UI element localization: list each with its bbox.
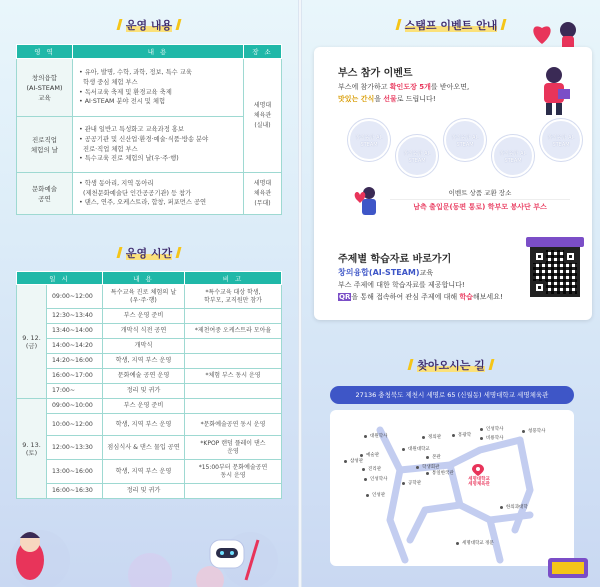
stamp-slot: 창의융합 AI-STEAM <box>396 135 438 177</box>
program-cell: 학생, 지역 부스 운영 <box>103 414 185 436</box>
left-panel <box>0 0 298 587</box>
operation-title: 운영 내용 <box>0 16 298 36</box>
program-cell: 학생, 지역 부스 운영 <box>103 460 185 484</box>
content-cell: • 학생 동아리, 지역 동아리 (제천문화예술단 인간공공기관) 등 참가 • 댄스, 연주, 오케스트라, 합창, 퍼포먼스 공연 <box>73 173 244 215</box>
note-cell: *체험 부스 동시 운영 <box>185 369 282 384</box>
map-label: 세명대학교 정문 <box>462 541 494 546</box>
schedule-title: 운영 시간 <box>0 244 298 264</box>
time-cell: 12:00~13:30 <box>47 436 103 460</box>
stamp-event-title: 스탬프 이벤트 안내 <box>302 16 600 36</box>
program-cell: 부스 운영 준비 <box>103 399 185 414</box>
map-label: 통일한국관 <box>432 471 454 476</box>
note-cell: *문화예술공연 동시 운영 <box>185 414 282 436</box>
map-label: 인성관 <box>372 493 386 498</box>
time-cell: 10:00~12:00 <box>47 414 103 436</box>
program-cell: 부스 운영 준비 <box>103 309 185 324</box>
place-cell: 세명대 체육관 (무대) <box>244 173 282 215</box>
table-row <box>17 354 282 369</box>
time-cell: 14:20~16:00 <box>47 354 103 369</box>
note-cell <box>185 354 282 369</box>
table-row <box>17 460 282 484</box>
table-row <box>17 59 282 117</box>
program-cell: 학생, 지역 부스 운영 <box>103 354 185 369</box>
map-label: 삼성관 <box>350 459 364 464</box>
area-cell: 창의융합 (AI-STEAM) 교육 <box>17 59 73 117</box>
stamp-event-card <box>314 47 592 320</box>
exchange-title: 이벤트 상품 교환 장소 <box>448 189 512 197</box>
map-label: 대원대학교 <box>408 447 430 452</box>
note-cell <box>185 399 282 414</box>
program-cell: 문화예술 공연 운영 <box>103 369 185 384</box>
map-label: 본관 <box>432 455 441 460</box>
date-cell: 9. 12. (금) <box>17 285 47 399</box>
map-label: 정의관 <box>428 435 442 440</box>
exchange-location-box <box>390 188 570 222</box>
exchange-place: 남측 출입문(동편 통로) 학부모 봉사단 부스 <box>390 199 570 213</box>
content-cell: • 유아, 발명, 수학, 과학, 정보, 특수 교육 학생 중심 체험 부스 • 독서교육 축제 및 환경교육 축제 • AI·STEAM 분야 전시 및 체험 <box>73 59 244 117</box>
study-material-title: 주제별 학습자료 바로가기 <box>338 254 452 265</box>
table-row <box>17 369 282 384</box>
campus-map[interactable] <box>330 410 574 566</box>
table-row <box>17 484 282 499</box>
table-row <box>17 285 282 309</box>
content-cell: • 관내 일반고 특성화고 교육과정 홍보 • 공공기관 및 신산업·환경·예술·식품·방송 분야 진로·직업 체험 부스 • 특수교육 진로 체험의 날(우·주·행) <box>73 117 244 173</box>
header-content: 내 용 <box>73 45 244 59</box>
note-cell <box>185 339 282 354</box>
directions-title: 찾아오시는 길 <box>302 356 600 376</box>
book-decoration <box>540 540 596 587</box>
map-label: 인성학사 <box>486 427 504 432</box>
qr-tag <box>526 237 584 247</box>
table-row <box>17 173 282 215</box>
girl-illustration <box>354 185 384 227</box>
time-cell: 13:40~14:00 <box>47 324 103 339</box>
header-date: 일 시 <box>17 272 103 285</box>
map-label: 학생회관 <box>422 465 440 470</box>
time-cell: 12:30~13:40 <box>47 309 103 324</box>
table-row <box>17 117 282 173</box>
address-banner: 27136 충청북도 제천시 세명로 65 (신월동) 세명대학교 세명체육관 <box>330 386 574 404</box>
stamp-slot: 창의융합 AI-STEAM <box>348 119 390 161</box>
stamp-slot: 창의융합 AI-STEAM <box>540 119 582 161</box>
date-cell: 9. 13. (토) <box>17 399 47 499</box>
time-cell: 13:00~16:00 <box>47 460 103 484</box>
map-label: 예술관 <box>366 453 380 458</box>
table-row <box>17 309 282 324</box>
note-cell <box>185 384 282 399</box>
program-cell: 특수교육 진로 체험의 날 (우·주·행) <box>103 285 185 309</box>
venue-pin-icon <box>468 464 490 487</box>
time-cell: 09:00~12:00 <box>47 285 103 309</box>
program-cell: 개막식 <box>103 339 185 354</box>
note-cell: *15:00부터 문화예술공연 동시 운영 <box>185 460 282 484</box>
place-cell: 세명대 체육관 (실내) <box>244 59 282 173</box>
header-note: 비 고 <box>185 272 282 285</box>
note-cell <box>185 309 282 324</box>
area-cell: 문화예술 공연 <box>17 173 73 215</box>
note-cell: *특수교육 대상 학생, 학부모, 교직원만 참가 <box>185 285 282 309</box>
map-label: 비룡학사 <box>486 436 504 441</box>
venue-label: 세명대학교 세명체육관 <box>468 477 490 487</box>
booth-event-title: 부스 참가 이벤트 <box>338 68 413 79</box>
program-cell: 정리 및 귀가 <box>103 484 185 499</box>
note-cell <box>185 484 282 499</box>
table-row <box>17 399 282 414</box>
time-cell: 16:00~16:30 <box>47 484 103 499</box>
program-cell: 개막식 식전 공연 <box>103 324 185 339</box>
map-label: 공학관 <box>408 481 422 486</box>
booth-event-description: 부스에 참가하고 확인도장 5개를 받아오면, 맛있는 간식을 선물로 드립니다! <box>338 83 470 103</box>
table-row <box>17 324 282 339</box>
program-cell: 정리 및 귀가 <box>103 384 185 399</box>
time-cell: 16:00~17:00 <box>47 369 103 384</box>
table-row <box>17 414 282 436</box>
note-cell: *KPOP 랜덤 플레이 댄스 운영 <box>185 436 282 460</box>
header-content: 내 용 <box>103 272 185 285</box>
operation-table <box>16 44 282 215</box>
time-cell: 17:00~ <box>47 384 103 399</box>
right-panel <box>302 0 600 587</box>
time-cell: 14:00~14:20 <box>47 339 103 354</box>
table-row <box>17 339 282 354</box>
stamp-slot: 창의융합 AI-STEAM <box>492 135 534 177</box>
table-row <box>17 384 282 399</box>
rocket-girl-illustration <box>0 520 60 587</box>
program-cell: 점심식사 & 댄스 물입 공연 <box>103 436 185 460</box>
map-label: 청풍학사 <box>528 429 546 434</box>
map-label: 대원학사 <box>370 434 388 439</box>
table-row <box>17 436 282 460</box>
kid-holding-gift-illustration <box>528 63 580 119</box>
note-cell: *제천여중 오케스트라 모아율 <box>185 324 282 339</box>
area-cell: 진로직업 체험의 날 <box>17 117 73 173</box>
qr-code[interactable] <box>530 247 580 297</box>
map-label: 흥광학 <box>458 433 472 438</box>
robot-illustration <box>196 520 266 587</box>
header-area: 영 역 <box>17 45 73 59</box>
map-label: 진리관 <box>368 467 382 472</box>
stamp-slot: 창의융합 AI-STEAM <box>444 119 486 161</box>
map-label: 인성학사 <box>370 477 388 482</box>
schedule-table <box>16 271 282 499</box>
header-place: 장 소 <box>244 45 282 59</box>
time-cell: 09:00~10:00 <box>47 399 103 414</box>
map-label: 한의과대학 <box>506 505 528 510</box>
study-material-description: 창의융합(AI-STEAM)교육 부스 주제에 대한 학습자료를 제공합니다! QR을 통해 접속하여 관심 주제에 대해 학습해보세요! <box>338 268 503 301</box>
